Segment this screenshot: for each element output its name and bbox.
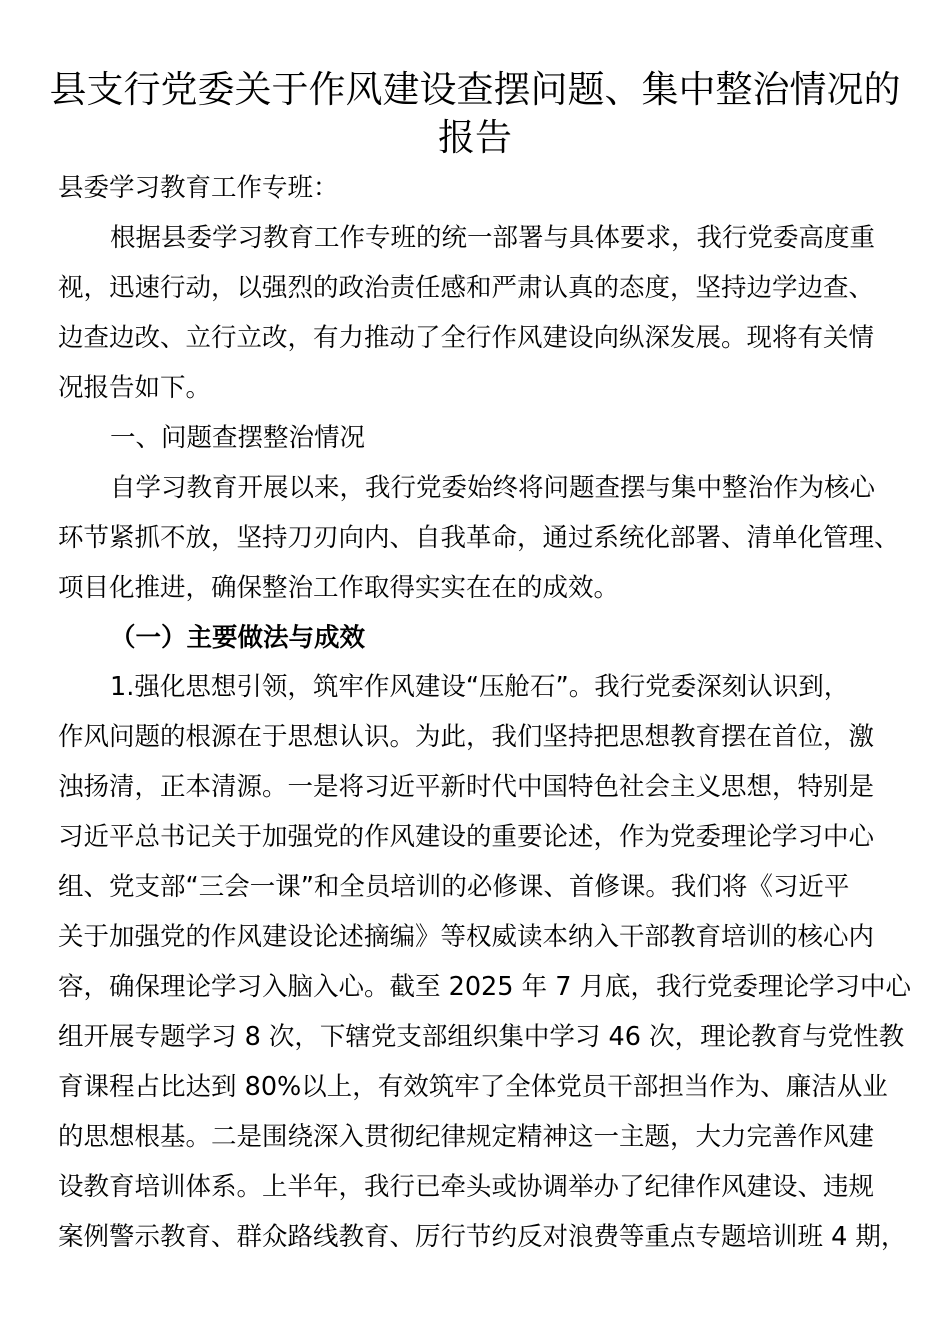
paragraph-3-line-12: 案例警示教育、群众路线教育、厉行节约反对浪费等重点专题培训班 4 期， bbox=[58, 1222, 907, 1252]
paragraph-3-line-3: 浊扬清，正本清源。一是将习近平新时代中国特色社会主义思想，特别是 bbox=[58, 772, 875, 802]
paragraph-2-line-2: 环节紧抓不放，坚持刀刃向内、自我革命，通过系统化部署、清单化管理、 bbox=[58, 523, 900, 553]
paragraph-1-line-2: 视，迅速行动，以强烈的政治责任感和严肃认真的态度，坚持边学边查、 bbox=[58, 273, 875, 303]
paragraph-1-line-4: 况报告如下。 bbox=[58, 373, 212, 403]
paragraph-2-line-1: 自学习教育开展以来，我行党委始终将问题查摆与集中整治作为核心 bbox=[110, 473, 876, 503]
paragraph-3-line-5: 组、党支部“三会一课”和全员培训的必修课、首修课。我们将《习近平 bbox=[58, 872, 850, 902]
paragraph-3-line-6: 关于加强党的作风建设论述摘编》等权威读本纳入干部教育培训的核心内 bbox=[58, 922, 875, 952]
paragraph-3-line-11: 设教育培训体系。上半年，我行已牵头或协调举办了纪律作风建设、违规 bbox=[58, 1172, 875, 1202]
paragraph-3-line-7: 容，确保理论学习入脑入心。截至 2025 年 7 月底，我行党委理论学习中心 bbox=[58, 972, 912, 1002]
addressee: 县委学习教育工作专班： bbox=[58, 173, 339, 203]
paragraph-1-line-3: 边查边改、立行立改，有力推动了全行作风建设向纵深发展。现将有关情 bbox=[58, 323, 875, 353]
paragraph-3-line-9: 育课程占比达到 80%以上，有效筑牢了全体党员干部担当作为、廉洁从业 bbox=[58, 1072, 888, 1102]
paragraph-1-line-1: 根据县委学习教育工作专班的统一部署与具体要求，我行党委高度重 bbox=[110, 223, 876, 253]
paragraph-3-line-1: 1.强化思想引领，筑牢作风建设“压舱石”。我行党委深刻认识到， bbox=[110, 672, 850, 702]
paragraph-3-line-10: 的思想根基。二是围绕深入贯彻纪律规定精神这一主题，大力完善作风建 bbox=[58, 1122, 875, 1152]
document-title-line-1: 县支行党委关于作风建设查摆问题、集中整治情况的 bbox=[49, 68, 901, 111]
subsection-heading-1: （一）主要做法与成效 bbox=[110, 623, 366, 653]
paragraph-3-line-2: 作风问题的根源在于思想认识。为此，我们坚持把思想教育摆在首位，激 bbox=[58, 722, 875, 752]
paragraph-3-line-8: 组开展专题学习 8 次，下辖党支部组织集中学习 46 次，理论教育与党性教 bbox=[58, 1022, 905, 1052]
section-heading-1: 一、问题查摆整治情况 bbox=[110, 423, 366, 453]
document-title-line-2: 报告 bbox=[438, 116, 512, 159]
paragraph-2-line-3: 项目化推进，确保整治工作取得实实在在的成效。 bbox=[58, 573, 620, 603]
paragraph-3-line-4: 习近平总书记关于加强党的作风建设的重要论述，作为党委理论学习中心 bbox=[58, 822, 875, 852]
